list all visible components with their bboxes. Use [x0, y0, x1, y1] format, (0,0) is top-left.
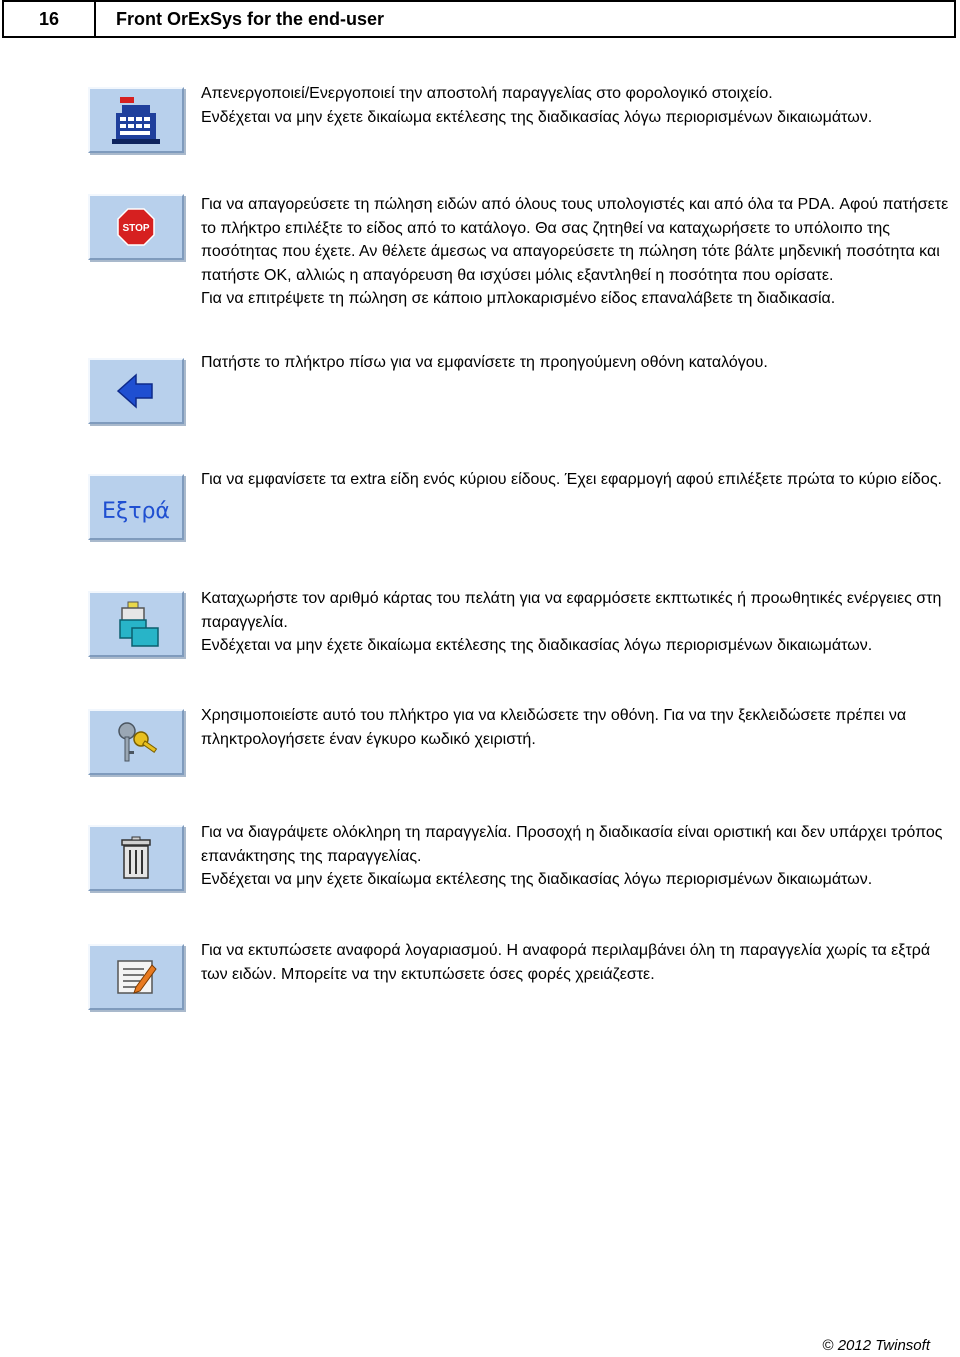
lock-screen-description: [201, 704, 953, 751]
cash-register-description: [201, 82, 953, 129]
customer-card-icon: [110, 598, 162, 650]
page-number: 16: [4, 2, 96, 36]
paragraph: Απενεργοποιεί/Ενεργοποιεί την αποστολή παραγγελίας στο φορολογικό στοιχείο.: [201, 85, 773, 102]
back-button[interactable]: [88, 358, 184, 424]
back-description: [201, 351, 953, 375]
paragraph: Για να διαγράψετε ολόκληρη τη παραγγελία. Προσοχή η διαδικασία είναι οριστική και δεν υπάρχει τρόπος επανάκτησης της παραγγελίας.: [201, 824, 943, 865]
print-report-icon: [114, 957, 158, 997]
paragraph: Για να επιτρέψετε τη πώληση σε κάποιο μπλοκαρισμένο είδος επαναλάβετε τη διαδικασία.: [201, 290, 836, 307]
copyright-text: 2012 Twinsoft: [837, 1337, 930, 1354]
paragraph: Για να απαγορεύσετε τη πώληση ειδών από όλους τους υπολογιστές και από όλα τα PDA. Αφού πατήσετε το πλήκτρο επιλέξτε το είδος από το κατάλογο. Θα σας ζητηθεί να καταχωρήσετε το υπόλοιπο της ποσότητας που έχετε. Αν θέλετε άμεσως να απαγορεύσετε τη πώληση τότε βάλτε μηδενική ποσότητα και πατήστε ΟΚ, αλλιώς η απαγόρευση θα ισχύσει μόλις εξαντληθεί η ποσότητα που ορίσατε.: [201, 196, 949, 284]
stop-sale-button[interactable]: [88, 194, 184, 260]
extra-description: [201, 468, 953, 492]
copyright-symbol: ©: [822, 1337, 834, 1354]
cash-register-icon: [106, 93, 166, 147]
paragraph: Ενδέχεται να μην έχετε δικαίωμα εκτέλεσης της διαδικασίας λόγω περιορισμένων δικαιωμάτων.: [201, 108, 873, 126]
keys-lock-icon: [111, 717, 161, 767]
page-footer: [822, 1337, 930, 1354]
delete-order-description: [201, 821, 953, 892]
stop-label: STOP: [122, 223, 150, 234]
customer-card-button[interactable]: [88, 591, 184, 657]
extra-button[interactable]: [88, 474, 184, 540]
paragraph: Πατήστε το πλήκτρο πίσω για να εμφανίσετε τη προηγούμενη οθόνη καταλόγου.: [201, 354, 768, 371]
paragraph: Χρησιμοποιείστε αυτό του πλήκτρο για να κλειδώσετε την οθόνη. Για να την ξεκλειδώσετε πρέπει να πληκτρολογήσετε έναν έγκυρο κωδικό χειριστή.: [201, 707, 907, 748]
paragraph: Για να εμφανίσετε τα extra είδη ενός κύριου είδους. Έχει εφαρμογή αφού επιλέξετε πρώτα το κύριο είδος.: [201, 471, 942, 488]
page-header: [2, 0, 956, 38]
document-title: Front OrExSys for the end-user: [116, 8, 385, 29]
stop-sign-icon: [116, 207, 156, 247]
lock-screen-button[interactable]: [88, 709, 184, 775]
paragraph: Καταχωρήστε τον αριθμό κάρτας του πελάτη για να εφαρμόσετε εκπτωτικές ή προωθητικές ενέργειες στη παραγγελία.: [201, 590, 942, 631]
print-report-button[interactable]: [88, 944, 184, 1010]
trash-can-icon: [118, 836, 154, 880]
delete-order-button[interactable]: [88, 825, 184, 891]
customer-card-description: [201, 587, 953, 658]
stop-sale-description: [201, 193, 953, 311]
cash-register-button[interactable]: [88, 87, 184, 153]
paragraph: Για να εκτυπώσετε αναφορά λογαριασμού. Η αναφορά περιλαμβάνει όλη τη παραγγελία χωρίς τα εξτρά των ειδών. Μπορείτε να την εκτυπώσετε όσες φορές χρειάζεστε.: [201, 942, 931, 983]
extra-label-icon: Εξτρά: [102, 498, 170, 524]
paragraph: Ενδέχεται να μην έχετε δικαίωμα εκτέλεσης της διαδικασίας λόγω περιορισμένων δικαιωμάτων.: [201, 637, 873, 654]
paragraph: Ενδέχεται να μην έχετε δικαίωμα εκτέλεσης της διαδικασίας λόγω περιορισμένων δικαιωμάτων.: [201, 871, 873, 888]
back-arrow-icon: [116, 373, 156, 409]
print-report-description: [201, 939, 953, 986]
